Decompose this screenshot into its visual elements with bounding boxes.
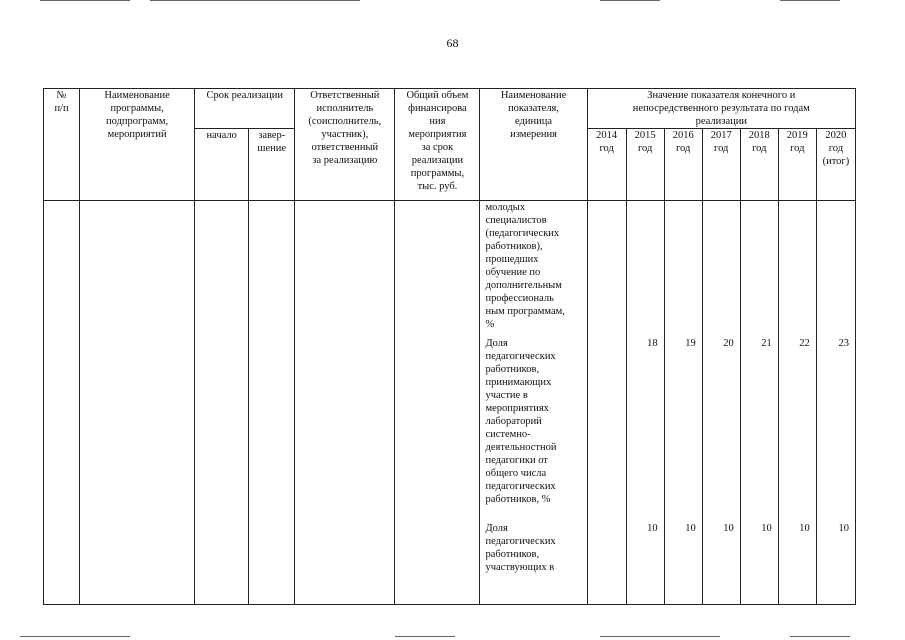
indicator-text: Доля педагогических работников, принимающих участие в мероприятиях лабораторий системно- деятельностной педагогики от общего числа педагогических работников, % xyxy=(485,338,557,505)
value-cell: 10 xyxy=(761,523,772,534)
value-cell xyxy=(743,201,776,337)
value-cell: 10 xyxy=(647,523,658,534)
header-year-2018: 2018 год xyxy=(740,129,778,201)
scan-artifact-line xyxy=(600,636,720,637)
indicator-text: Доля педагогических работников, участвующих в xyxy=(485,523,556,573)
cell-year-2018 xyxy=(740,201,778,605)
header-funding: Общий объем финансирова ния мероприятия за срок реализации программы, тыс. руб. xyxy=(395,89,480,201)
header-year-2016: 2016 год xyxy=(664,129,702,201)
header-program-name: Наименование программы, подпрограмм, мероприятий xyxy=(80,89,195,201)
scan-artifact-line xyxy=(150,0,360,1)
scan-artifact-line xyxy=(20,636,130,637)
program-indicators-table xyxy=(43,88,856,605)
header-indicator: Наименование показателя, единица измерения xyxy=(480,89,587,201)
cell-year-2019 xyxy=(778,201,816,605)
value-cell xyxy=(590,522,624,602)
cell-num xyxy=(44,201,80,605)
value-cell xyxy=(667,201,700,337)
header-values: Значение показателя конечного и непосредственного результата по годам реализации xyxy=(587,89,855,129)
value-cell xyxy=(781,201,814,337)
value-cell: 10 xyxy=(685,523,696,534)
value-cell: 10 xyxy=(799,523,810,534)
value-cell xyxy=(705,201,738,337)
cell-funding xyxy=(395,201,480,605)
header-year-2017: 2017 год xyxy=(702,129,740,201)
cell-executor xyxy=(295,201,395,605)
value-cell: 10 xyxy=(723,523,734,534)
cell-year-2014 xyxy=(587,201,626,605)
cell-year-2015 xyxy=(626,201,664,605)
header-year-2019: 2019 год xyxy=(778,129,816,201)
cell-program-name xyxy=(80,201,195,605)
value-cell: 23 xyxy=(838,338,849,349)
scan-artifact-line xyxy=(790,636,850,637)
value-cell xyxy=(590,201,624,337)
header-executor: Ответственный исполнитель (соисполнитель, участник), ответственный за реализацию xyxy=(295,89,395,201)
value-cell: 22 xyxy=(799,338,810,349)
cell-year-2020 xyxy=(816,201,855,605)
value-cell: 21 xyxy=(761,338,772,349)
header-term: Срок реализации xyxy=(195,89,295,129)
scan-artifact-line xyxy=(780,0,840,1)
indicator-text: молодых специалистов (педагогических работников), прошедших обучение по дополнительным профессиональ ным программам, % xyxy=(485,202,565,330)
scan-artifact-line xyxy=(40,0,130,1)
value-cell xyxy=(629,201,662,337)
header-num: № п/п xyxy=(44,89,80,201)
page-number: 68 xyxy=(446,36,459,50)
header-year-2015: 2015 год xyxy=(626,129,664,201)
header-year-2014: 2014 год xyxy=(587,129,626,201)
value-cell: 19 xyxy=(685,338,696,349)
cell-year-2017 xyxy=(702,201,740,605)
value-cell xyxy=(590,337,624,522)
value-cell: 20 xyxy=(723,338,734,349)
scan-artifact-line xyxy=(600,0,660,1)
value-cell: 10 xyxy=(838,523,849,534)
header-term-start: начало xyxy=(195,129,249,201)
cell-year-2016 xyxy=(664,201,702,605)
cell-term-start xyxy=(195,201,249,605)
cell-term-end xyxy=(249,201,295,605)
cell-indicator-column xyxy=(480,201,587,605)
value-cell xyxy=(819,201,853,337)
value-cell: 18 xyxy=(647,338,658,349)
header-year-2020: 2020 год (итог) xyxy=(816,129,855,201)
scan-artifact-line xyxy=(395,636,455,637)
header-term-end: завер- шение xyxy=(249,129,295,201)
